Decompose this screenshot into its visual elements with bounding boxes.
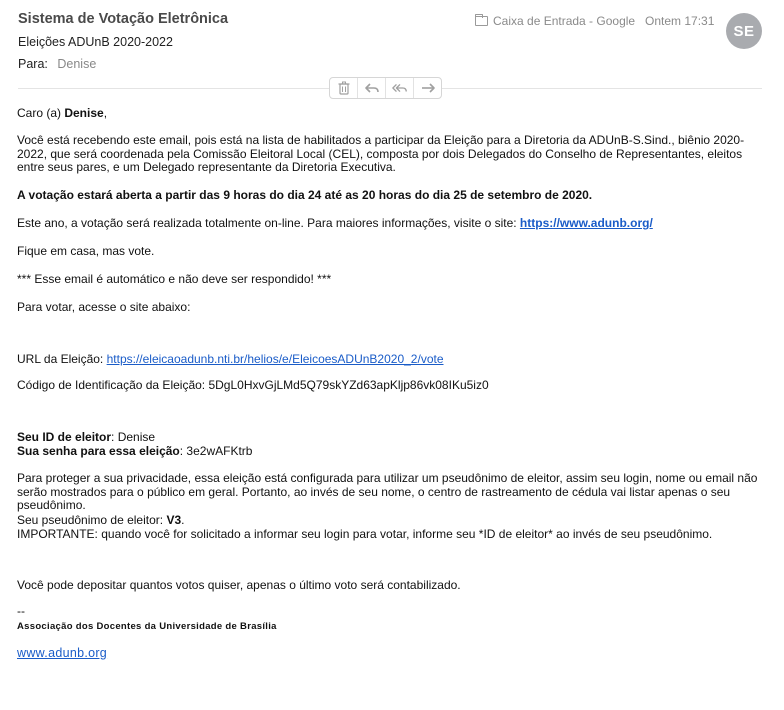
recipient-row <box>18 57 96 71</box>
voter-id-value: : Denise <box>111 430 156 444</box>
pseudonym-value: V3 <box>166 513 182 527</box>
reply-all-icon <box>392 81 408 95</box>
stay-home-text: Fique em casa, mas vote. <box>17 244 155 258</box>
delete-button[interactable] <box>330 78 358 98</box>
adunb-site-link[interactable]: https://www.adunb.org/ <box>519 216 653 230</box>
automatic-notice: *** Esse email é automático e não deve ser respondido! *** <box>17 272 332 286</box>
election-code: 5DgL0HxvGjLMd5Q79skYZd63apKljp86vk08IKu5iz0 <box>208 378 489 392</box>
deposit-note: Você pode depositar quantos votos quiser, apenas o último voto será contabilizado. <box>17 578 461 592</box>
folder-icon <box>475 16 488 26</box>
message-toolbar <box>329 77 442 99</box>
greeting: Caro (a) Denise, <box>17 106 108 120</box>
election-url-row: URL da Eleição: https://eleicaoadunb.nti.br/helios/e/EleicoesADUnB2020_2/vote <box>17 352 444 366</box>
voter-id-row: Seu ID de eleitor: Denise <box>17 430 156 444</box>
pseudonym-row: Seu pseudônimo de eleitor: V3. <box>17 513 185 527</box>
password-value: : 3e2wAFKtrb <box>179 444 253 458</box>
reply-all-button[interactable] <box>386 78 414 98</box>
voting-period: A votação estará aberta a partir das 9 horas do dia 24 até as 20 horas do dia 25 de setembro de 2020. <box>17 188 593 202</box>
message-header <box>0 0 784 82</box>
election-code-row: Código de Identificação da Eleição: 5DgL0HxvGjLMd5Q79skYZd63apKljp86vk08IKu5iz0 <box>17 378 489 392</box>
message-subject: Eleições ADUnB 2020-2022 <box>18 35 173 49</box>
mailbox-name: Caixa de Entrada - Google <box>493 14 636 28</box>
forward-icon <box>420 81 436 95</box>
intro-paragraph: Você está recebendo este email, pois está na lista de habilitados a participar da Eleição para a Diretoria da ADUnB-S.Sind., biênio 2020- 2022, que será coordenada pela Comissão Eleitoral Local (CEL), composta por dois Delegados do Conselho de Representantes, eleitos entre seus pares, e um Delegado representante da Diretoria Executiva. <box>17 133 745 175</box>
forward-button[interactable] <box>414 78 441 98</box>
signature-separator: -- <box>17 604 25 618</box>
mailbox-label[interactable] <box>475 14 635 28</box>
recipient-name[interactable]: Denise <box>57 57 97 71</box>
sender-name: Sistema de Votação Eletrônica <box>18 11 229 27</box>
greeting-name: Denise <box>64 106 104 120</box>
reply-button[interactable] <box>358 78 386 98</box>
election-url-link[interactable]: https://eleicaoadunb.nti.br/helios/e/EleicoesADUnB2020_2/vote <box>106 352 444 366</box>
important-note: IMPORTANTE: quando você for solicitado a informar seu login para votar, informe seu *ID de eleitor* ao invés de seu pseudônimo. <box>17 527 713 541</box>
message-date: Ontem 17:31 <box>645 14 715 28</box>
vote-instruction: Para votar, acesse o site abaixo: <box>17 300 191 314</box>
online-info: Este ano, a votação será realizada totalmente on-line. Para maiores informações, visite o site: https://www.adunb.org/ <box>17 216 653 230</box>
signature-website-link[interactable]: www.adunb.org <box>17 646 108 660</box>
privacy-paragraph: Para proteger a sua privacidade, essa eleição está configurada para utilizar um pseudônimo de eleitor, assim seu login, nome ou email não serão mostrados para o público em geral. Portanto, ao invés de seu nome, o centro de rastreamento de cédula vai listar apenas o seu pseudônimo. <box>17 471 758 513</box>
to-label: Para: <box>18 57 48 71</box>
avatar: SE <box>726 13 762 49</box>
password-row: Sua senha para essa eleição: 3e2wAFKtrb <box>17 444 253 458</box>
reply-icon <box>364 81 380 95</box>
trash-icon <box>336 81 352 95</box>
signature-association: Associação dos Docentes da Universidade de Brasília <box>17 621 277 632</box>
